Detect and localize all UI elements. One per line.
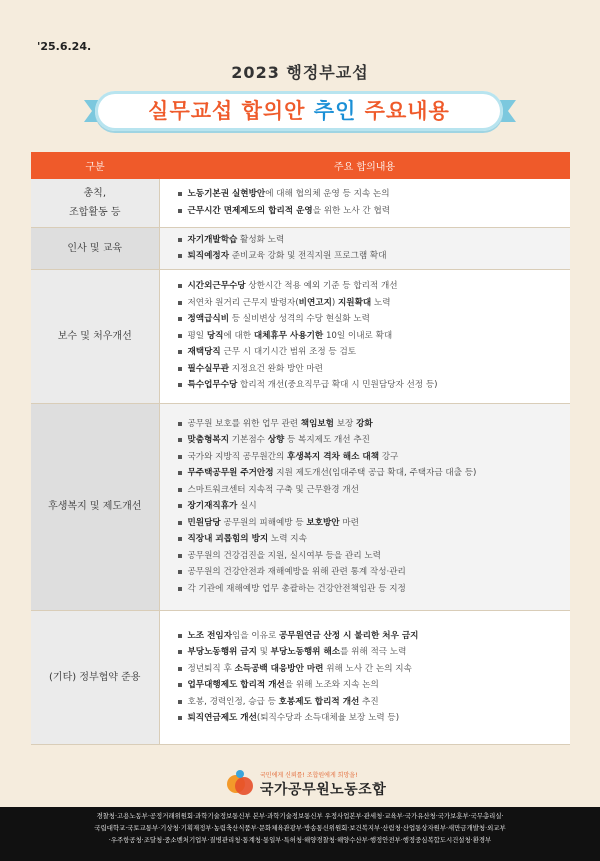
row-category-line: (기타) 정부협약 준용 — [49, 671, 141, 683]
list-item-text: 책임보험 — [300, 418, 334, 429]
list-item — [178, 278, 571, 295]
list-item-text: 공무원의 건강검진을 지원, 실시여부 등을 관리 노력 — [187, 550, 381, 561]
logo-name: 국가공무원노동조합 — [260, 782, 387, 798]
list-item-text: 기본점수 — [229, 435, 268, 446]
table-row — [31, 269, 570, 403]
title-part-2: 추인 — [313, 99, 357, 123]
list-item — [178, 203, 571, 220]
list-item-text: 강화 — [356, 418, 373, 429]
list-item-text: 각 기관에 재해예방 업무 총괄하는 건강안전책임관 등 지정 — [187, 583, 406, 594]
list-item — [178, 498, 571, 515]
list-item — [178, 328, 571, 345]
list-item-text: 호봉제도 합리적 개선 — [278, 696, 360, 707]
footer-member-list — [0, 807, 600, 861]
title-part-3: 주요내용 — [356, 99, 450, 123]
list-item-text: 위해 노사 간 논의 지속 — [323, 663, 412, 674]
union-logo-icon — [226, 768, 254, 798]
list-item-text: 노조 전임자 — [187, 630, 232, 641]
list-item-text: 합리적 개선(중요직무급 확대 시 민원담당자 선정 등) — [237, 380, 438, 391]
list-item-text: 저연차 원거리 근무지 발령자( — [187, 297, 299, 308]
list-item — [178, 515, 571, 532]
table-row — [31, 227, 570, 269]
page-title — [95, 91, 503, 131]
row-category — [31, 269, 159, 403]
list-item-text: 공무원의 피해예방 등 — [220, 517, 307, 528]
list-item-text: 국가와 지방직 공무원간의 — [187, 451, 288, 462]
list-item-text: 활성화 노력 — [237, 234, 285, 245]
list-item — [178, 531, 571, 548]
footer-line: ·우주항공청·조달청·중소벤처기업부·질병관리청·통계청·통일부·특허청·해양경찰청·해양수산부·행정안전부·행정중심복합도시건설청·환경부 — [108, 836, 492, 844]
list-item — [178, 416, 571, 433]
list-item-text: 보장 — [334, 418, 357, 429]
list-item-text: 평일 — [187, 330, 207, 341]
table-body — [31, 179, 570, 744]
list-item-text: 대체휴무 사용기한 — [253, 330, 324, 341]
list-item-text: 스마트워크센터 지속적 구축 및 근무환경 개선 — [187, 484, 359, 495]
row-items — [159, 227, 570, 269]
list-item — [178, 644, 571, 661]
date-label: '25.6.24. — [37, 40, 92, 53]
column-header-content: 주요 합의내용 — [159, 152, 570, 179]
list-item-text: 부당노동행위 해소 — [270, 647, 341, 657]
list-item-text: 보호방안 — [306, 517, 340, 528]
list-item — [178, 432, 571, 449]
list-item — [178, 186, 571, 203]
list-item-text: 을 위한 노사 간 협력 — [312, 205, 391, 216]
list-item-text: 추진 — [359, 696, 379, 707]
list-item-text: 을 위해 노조와 지속 논의 — [284, 680, 379, 690]
list-item-text: 민원담당 — [187, 517, 221, 528]
row-category — [31, 179, 159, 227]
list-item — [178, 710, 571, 727]
list-item — [178, 465, 571, 482]
list-item — [178, 694, 571, 711]
agreement-table — [31, 152, 570, 745]
list-item — [178, 295, 571, 312]
row-category — [31, 403, 159, 610]
list-item-text: (퇴직수당과 소득대체율 보장 노력 등) — [256, 713, 400, 723]
list-item-text: 에 대한 — [223, 330, 254, 341]
list-item — [178, 677, 571, 694]
subtitle: 2023 행정부교섭 — [231, 63, 369, 82]
table-row — [31, 403, 570, 610]
list-item-text: 지정요건 완화 방안 마련 — [229, 363, 323, 374]
list-item — [178, 377, 571, 394]
list-item — [178, 344, 571, 361]
list-item-text: 마련 — [339, 517, 359, 528]
list-item — [178, 581, 571, 598]
table-row — [31, 179, 570, 227]
title-part-1: 실무교섭 합의안 — [148, 99, 314, 123]
row-category — [31, 227, 159, 269]
list-item — [178, 449, 571, 466]
list-item-text: 지원확대 — [337, 297, 372, 308]
footer-line: 국립대학교·국토교통부·기상청·기획재정부·농림축산식품부·문화체육관광부·방송통신위원회·보건복지부·산림청·산업통상자원부·새만금개발청·외교부 — [94, 824, 506, 832]
list-item-text: 소득공백 대응방안 마련 — [234, 663, 324, 674]
table-header-row — [31, 152, 570, 179]
list-item-text: 에 대해 협의체 운영 등 지속 논의 — [265, 189, 390, 200]
row-category-line: 보수 및 처우개선 — [57, 330, 132, 342]
list-item-text: 및 — [256, 647, 271, 657]
row-category-line: 조합활동 등 — [69, 206, 121, 218]
row-category-line: 인사 및 교육 — [67, 242, 123, 254]
list-item-text: 를 위해 적극 노력 — [340, 647, 407, 657]
list-item-text: 지원 제도개선(임대주택 공급 확대, 주택자금 대출 등) — [273, 468, 477, 479]
list-item-text: 등 복지제도 개선 추진 — [284, 435, 370, 446]
list-item-text: 상향 — [267, 435, 285, 446]
list-item-text: 후생복지 격차 해소 대책 — [287, 451, 380, 462]
logo-slogan: 국민에게 신뢰를! 조합원에게 희망을! — [260, 772, 358, 779]
list-item-text: ) — [331, 297, 338, 308]
list-item-text: 등 실비변상 성격의 수당 현실화 노력 — [229, 314, 370, 325]
list-item-text: 장기재직휴가 — [187, 501, 238, 512]
list-item — [178, 548, 571, 565]
list-item-text: 맞춤형복지 — [187, 435, 230, 446]
list-item-text: 퇴직예정자 — [187, 251, 230, 261]
list-item-text: 노력 지속 — [268, 534, 307, 545]
list-item-text: 공무원 보호를 위한 업무 관련 — [187, 418, 301, 429]
list-item-text: 필수실무관 — [187, 363, 230, 374]
list-item-text: 호봉, 경력인정, 승급 등 — [187, 696, 279, 707]
list-item-text: 당직 — [206, 330, 224, 341]
list-item — [178, 628, 571, 645]
list-item-text: 퇴직연금제도 개선 — [187, 713, 257, 723]
list-item-text: 근무 시 대기시간 범위 조정 등 검토 — [220, 347, 357, 358]
list-item — [178, 232, 571, 249]
list-item — [178, 311, 571, 328]
list-item-text: 근무시간 면제제도의 합리적 운영 — [187, 205, 313, 216]
list-item-text: 공무원연금 산정 시 불리한 처우 금지 — [278, 630, 419, 641]
list-item — [178, 248, 571, 265]
row-items — [159, 179, 570, 227]
list-item-text: 준비교육 강화 및 전직지원 프로그램 확대 — [229, 251, 387, 261]
table-row — [31, 610, 570, 744]
list-item — [178, 564, 571, 581]
list-item-text: 정년퇴직 후 — [187, 663, 235, 674]
list-item-text: 공무원의 건강안전과 재해예방을 위해 관련 통계 작성·관리 — [187, 567, 406, 578]
list-item-text: 강구 — [379, 451, 399, 462]
list-item — [178, 482, 571, 499]
list-item-text: 부당노동행위 금지 — [187, 647, 257, 657]
list-item-text: 무주택공무원 주거안정 — [187, 468, 274, 479]
list-item-text: 직장내 괴롭힘의 방지 — [187, 534, 269, 545]
row-category — [31, 610, 159, 744]
row-items — [159, 610, 570, 744]
list-item-text: 상한시간 적용 예외 기준 등 합리적 개선 — [245, 281, 398, 292]
list-item-text: 재택당직 — [187, 347, 221, 358]
row-category-line: 후생복지 및 제도개선 — [48, 501, 142, 512]
list-item-text: 시간외근무수당 — [187, 281, 246, 292]
row-items — [159, 403, 570, 610]
row-items — [159, 269, 570, 403]
list-item-text: 비연고지 — [298, 297, 332, 308]
list-item-text: 정액급식비 — [187, 314, 230, 325]
list-item-text: 업무대행제도 합리적 개선 — [187, 680, 285, 690]
list-item-text: 10일 이내로 확대 — [323, 330, 393, 341]
list-item — [178, 661, 571, 678]
union-logo — [226, 768, 406, 800]
row-category-line: 총칙, — [83, 187, 106, 199]
list-item-text: 특수업무수당 — [187, 380, 238, 391]
list-item-text: 임을 이유로 — [232, 630, 279, 641]
column-header-category: 구분 — [31, 152, 159, 179]
list-item-text: 노력 — [371, 297, 391, 308]
list-item — [178, 361, 571, 378]
list-item-text: 자기개발학습 — [187, 234, 238, 245]
list-item-text: 노동기본권 실현방안 — [187, 189, 266, 200]
footer-line: 경찰청·고용노동부·공정거래위원회·과학기술정보통신부 본부·과학기술정보통신부 우정사업본부·관세청·교육부·국가유산청·국가보훈부·국무총리실· — [96, 812, 504, 820]
list-item-text: 실시 — [237, 501, 257, 512]
